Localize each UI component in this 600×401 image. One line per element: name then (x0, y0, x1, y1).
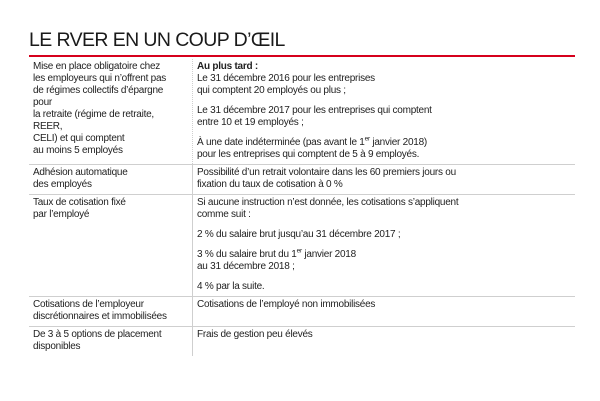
detail-paragraph (197, 281, 571, 293)
row-label-line: Cotisations de l’employeur (33, 299, 144, 310)
detail-line: entre 10 et 19 employés ; (197, 117, 304, 128)
title-divider (29, 55, 575, 57)
row-label-line: des employés (33, 179, 92, 190)
detail-line (197, 137, 571, 149)
row-detail (192, 165, 575, 194)
row-label-line: au moins 5 employés (33, 145, 123, 156)
table-row (29, 165, 575, 195)
detail-line (197, 249, 571, 261)
row-label-line: discrétionnaires et immobilisées (33, 311, 167, 322)
row-label-line: les employeurs qui n’offrent pas (33, 73, 167, 84)
row-label-line: Taux de cotisation fixé (33, 197, 126, 208)
detail-line: pour les entreprises qui comptent de 5 à 9 employés. (197, 149, 420, 160)
table-row (29, 195, 575, 297)
detail-line: 2 % du salaire brut jusqu’au 31 décembre 2017 ; (197, 229, 401, 240)
row-label-line: Adhésion automatique (33, 167, 128, 178)
row-label (29, 297, 184, 326)
detail-paragraph (197, 197, 571, 221)
detail-line: Frais de gestion peu élevés (197, 329, 313, 340)
table-row (29, 59, 575, 165)
detail-line: 4 % par la suite. (197, 281, 265, 292)
ordinal-superscript: er (296, 247, 302, 255)
detail-paragraph (197, 73, 571, 97)
row-label-line: disponibles (33, 341, 81, 352)
row-label (29, 165, 184, 194)
detail-line: Le 31 décembre 2017 pour les entreprises qui comptent (197, 105, 432, 116)
detail-line: fixation du taux de cotisation à 0 % (197, 179, 343, 190)
detail-line: Si aucune instruction n’est donnée, les cotisations s’appliquent (197, 197, 459, 208)
row-label (29, 195, 184, 296)
detail-line: au 31 décembre 2018 ; (197, 261, 295, 272)
detail-text: janvier 2018 (301, 249, 356, 260)
row-label-line: Mise en place obligatoire chez (33, 61, 161, 72)
detail-line: qui comptent 20 employés ou plus ; (197, 85, 346, 96)
ordinal-superscript: er (364, 135, 370, 143)
detail-line: comme suit : (197, 209, 251, 220)
detail-text: À une date indéterminée (pas avant le 1 (197, 137, 365, 148)
detail-line: Le 31 décembre 2016 pour les entreprises (197, 73, 375, 84)
detail-line: Possibilité d’un retrait volontaire dans les 60 premiers jours ou (197, 167, 456, 178)
detail-paragraph (197, 229, 571, 241)
row-detail (192, 297, 575, 326)
detail-paragraph (197, 249, 571, 273)
row-label-line: De 3 à 5 options de placement (33, 329, 162, 340)
row-label-line: la retraite (régime de retraite, REER, (33, 109, 154, 132)
detail-paragraph (197, 137, 571, 161)
row-detail (192, 195, 575, 296)
summary-table (29, 59, 575, 356)
detail-paragraph (197, 105, 571, 129)
row-label-line: par l’employé (33, 209, 90, 220)
table-row (29, 297, 575, 327)
row-detail (192, 59, 575, 164)
page-title: LE RVER EN UN COUP D’ŒIL (29, 29, 285, 51)
row-label-line: CELI) et qui comptent (33, 133, 125, 144)
row-detail (192, 327, 575, 356)
row-label (29, 59, 184, 164)
table-row (29, 327, 575, 356)
detail-text: 3 % du salaire brut du 1 (197, 249, 297, 260)
detail-line: Cotisations de l’employé non immobilisées (197, 299, 376, 310)
detail-text: janvier 2018) (369, 137, 427, 148)
row-label-line: de régimes collectifs d’épargne pour (33, 85, 164, 108)
row-label (29, 327, 184, 356)
detail-heading: Au plus tard : (197, 61, 258, 72)
